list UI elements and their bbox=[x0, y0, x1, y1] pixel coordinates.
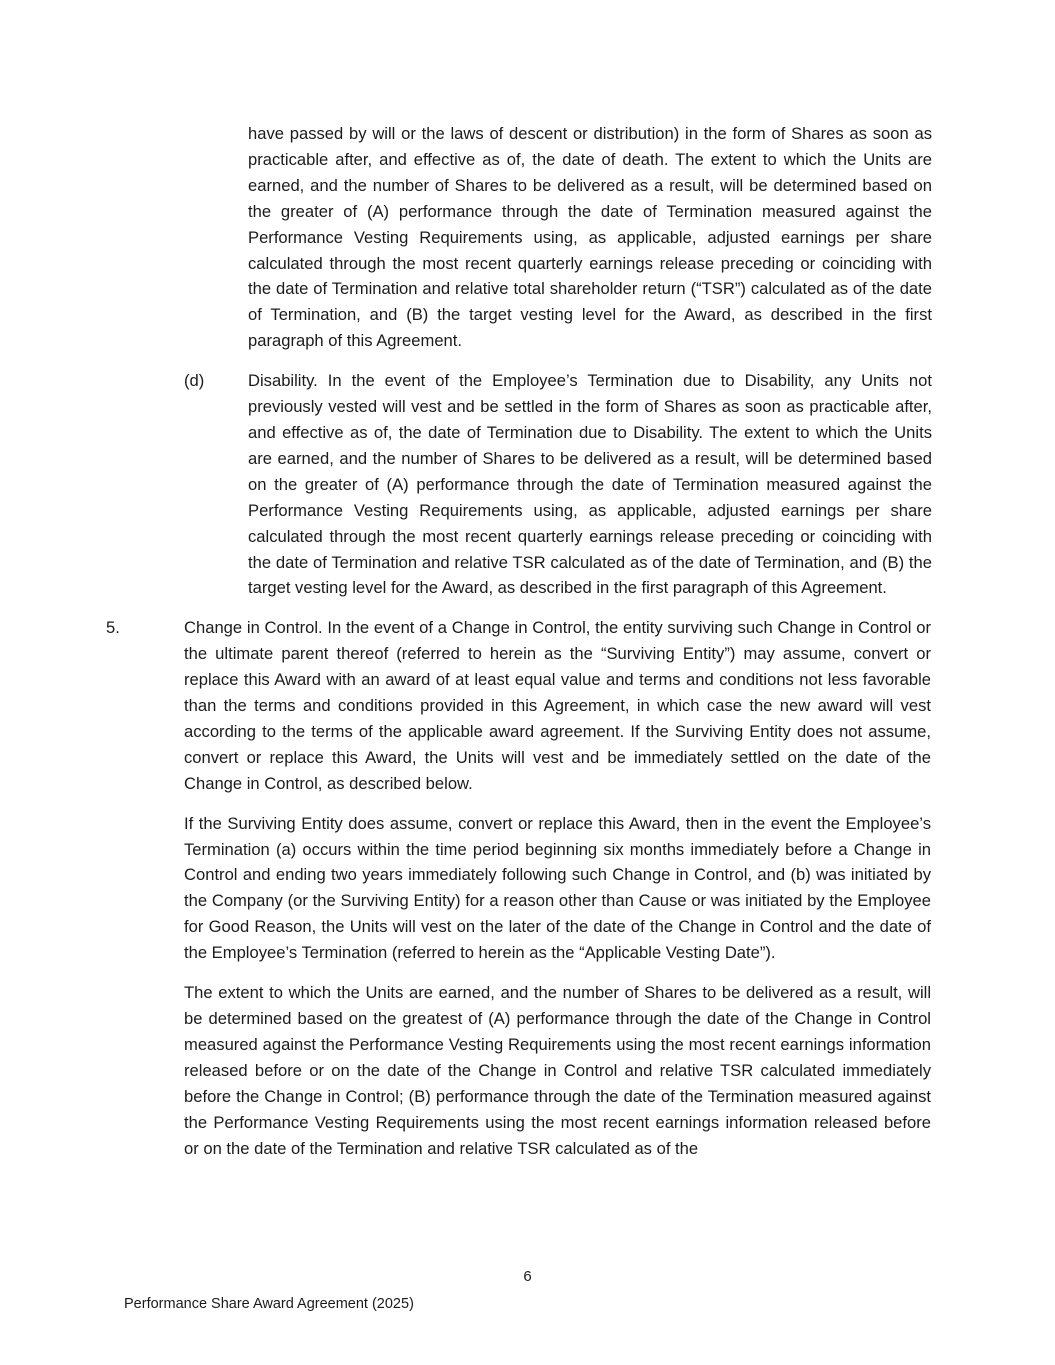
list-label-d: (d) bbox=[184, 371, 205, 391]
document-body bbox=[0, 121, 1055, 1175]
page-number: 6 bbox=[523, 1268, 532, 1285]
footer-document-title: Performance Share Award Agreement (2025) bbox=[124, 1296, 414, 1312]
list-item-d-disability bbox=[184, 368, 1055, 601]
paragraph-disability: Disability. In the event of the Employee’s Termination due to Disability, any Units not previously vested will vest and be settled in the form of Shares as soon as practicable after, and effective as of, the date of Termination due to Disability. The extent to which the Units are earned, and the number of Shares to be delivered as a result, will be determined based on the greater of (A) performance through the date of Termination measured against the Performance Vesting Requirements using, as applicable, adjusted earnings per share calculated through the most recent quarterly earnings release preceding or coinciding with the date of Termination and relative TSR calculated as of the date of Termination, and (B) the target vesting level for the Award, as described in the first paragraph of this Agreement. bbox=[248, 371, 932, 598]
list-label-5: 5. bbox=[106, 618, 120, 638]
paragraph-death-continuation: have passed by will or the laws of descent or distribution) in the form of Shares as soon as practicable after, and effective as of, the date of death. The extent to which the Units are earned, and the number of Shares to be delivered as a result, will be determined based on the greater of (A) performance through the date of Termination measured against the Performance Vesting Requirements using, as applicable, adjusted earnings per share calculated through the most recent quarterly earnings release preceding or coinciding with the date of Termination and relative total shareholder return (“TSR”) calculated as of the date of Termination, and (B) the target vesting level for the Award, as described in the first paragraph of this Agreement. bbox=[248, 124, 932, 351]
paragraph-surviving-entity-assumes: If the Surviving Entity does assume, convert or replace this Award, then in the event the Employee’s Termination (a) occurs within the time period beginning six months immediately before a Change in Control and ending two years immediately following such Change in Control, and (b) was initiated by the Company (or the Surviving Entity) for a reason other than Cause or was initiated by the Employee for Good Reason, the Units will vest on the later of the date of the Change in Control and the date of the Employee’s Termination (referred to herein as the “Applicable Vesting Date”). bbox=[184, 813, 931, 963]
paragraph-change-in-control: Change in Control. In the event of a Change in Control, the entity surviving such Change in Control or the ultimate parent thereof (referred to herein as the “Surviving Entity”) may assume, convert or replace this Award with an award of at least equal value and terms and conditions not less favorable than the terms and conditions provided in this Agreement, in which case the new award will vest according to the terms of the applicable award agreement. If the Surviving Entity does not assume, convert or replace this Award, the Units will vest and be immediately settled on the date of the Change in Control, as described below. bbox=[184, 618, 931, 793]
list-item-5-change-in-control bbox=[106, 615, 1055, 796]
paragraph-extent-units-earned: The extent to which the Units are earned, and the number of Shares to be delivered as a result, will be determined based on the greatest of (A) performance through the date of the Change in Control measured against the Performance Vesting Requirements using the most recent earnings information released before or on the date of the Change in Control and relative TSR calculated immediately before the Change in Control; (B) performance through the date of the Termination measured against the Performance Vesting Requirements using the most recent earnings information released before or on the date of the Termination and relative TSR calculated as of the bbox=[184, 983, 931, 1158]
